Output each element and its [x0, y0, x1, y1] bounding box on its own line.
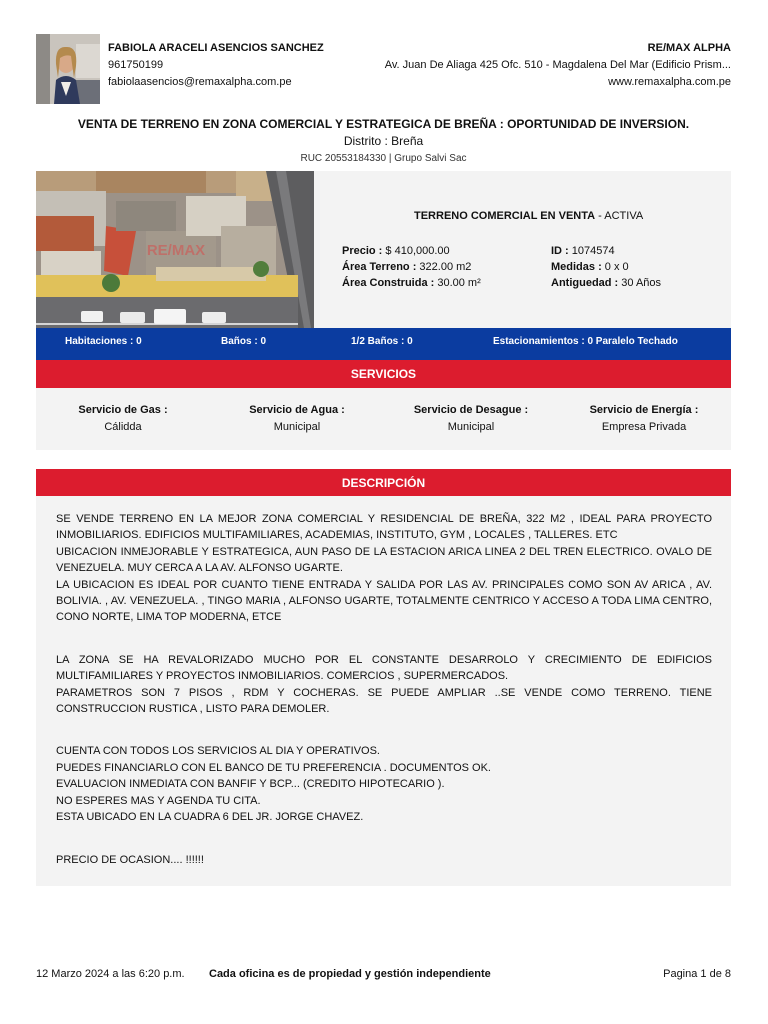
age-value: 30 Años: [618, 277, 662, 289]
office-address: Av. Juan De Aliaga 425 Ofc. 510 - Magdalena Del Mar (Edificio Prism...: [384, 59, 731, 71]
id-row: [551, 243, 661, 259]
office-info: [385, 40, 731, 91]
features-bar: [36, 328, 731, 360]
property-photo: [36, 171, 314, 328]
service-value: Municipal: [447, 421, 495, 433]
land-area-value: 322.00 m2: [416, 261, 472, 273]
listing-district: Distrito : Breña: [343, 134, 424, 148]
photo-watermark: RE/MAX: [146, 242, 206, 259]
independence-note: Cada oficina es de propiedad y gestión independiente: [209, 968, 491, 980]
description-paragraph: ESTA UBICADO EN LA CUADRA 6 DEL JR. JORGE CHAVEZ.: [56, 811, 364, 824]
land-area-row: [342, 259, 481, 275]
service-value: Municipal: [273, 421, 321, 433]
service-label: Servicio de Desague :: [413, 404, 529, 416]
half-baths-count: 1/2 Baños : 0: [351, 336, 413, 347]
property-type: TERRENO COMERCIAL EN VENTA: [414, 210, 596, 222]
service-gas: [36, 402, 210, 436]
age-row: [551, 275, 661, 291]
price-value: $ 410,000.00: [382, 245, 450, 257]
service-drainage: [384, 402, 558, 436]
services-section: [36, 388, 731, 450]
measures-label: Medidas :: [551, 261, 602, 273]
baths-count: Baños : 0: [221, 336, 267, 347]
built-area-row: [342, 275, 481, 291]
description-heading: DESCRIPCIÓN: [36, 469, 731, 497]
agent-name: FABIOLA ARACELI ASENCIOS SANCHEZ: [108, 42, 324, 54]
property-fields-left: [342, 243, 481, 291]
measures-row: [551, 259, 661, 275]
service-label: Servicio de Agua :: [249, 404, 345, 416]
service-label: Servicio de Energía :: [589, 404, 699, 416]
id-label: ID :: [551, 245, 569, 257]
description-paragraph: CUENTA CON TODOS LOS SERVICIOS AL DIA Y OPERATIVOS.: [56, 745, 380, 758]
office-name: RE/MAX ALPHA: [647, 42, 731, 54]
description-paragraph: NO ESPERES MAS Y AGENDA TU CITA.: [56, 794, 261, 807]
listing-summary: [36, 171, 731, 328]
listing-title-block: [36, 117, 731, 166]
property-fields-right: [551, 243, 661, 291]
description-paragraph: PRECIO DE OCASION.... !!!!!!: [56, 853, 204, 866]
parking-count: Estacionamientos : 0 Paralelo Techado: [493, 336, 678, 347]
listing-ruc: RUC 20553184330 | Grupo Salvi Sac: [300, 153, 467, 164]
description-paragraph: SE VENDE TERRENO EN LA MEJOR ZONA COMERCIAL Y RESIDENCIAL DE BREÑA, 322 M2 , IDEAL PARA PROYECTO INMOBILIARIOS. EDIFICIOS MULTIFAMILIARES, ACADEMIAS, INSTITUTO, GYM , LOCALES , TALLERES. ETC: [56, 513, 712, 542]
agent-email[interactable]: fabiolaasencios@remaxalpha.com.pe: [108, 76, 292, 88]
service-energy: [557, 402, 731, 436]
agent-phone[interactable]: 961750199: [108, 59, 164, 71]
description-section: [36, 496, 731, 886]
land-area-label: Área Terreno :: [342, 261, 417, 273]
service-value: Cálidda: [104, 421, 142, 433]
description-paragraph: PUEDES FINANCIARLO CON EL BANCO DE TU PREFERENCIA . DOCUMENTOS OK.: [56, 761, 491, 774]
service-label: Servicio de Gas :: [78, 404, 168, 416]
price-row: [342, 243, 481, 259]
description-paragraph: LA UBICACION ES IDEAL POR CUANTO TIENE ENTRADA Y SALIDA POR LAS AV. PRINCIPALES COMO SON AV ARICA , AV. BOLIVIA. , AV. VENEZUELA. , TINGO MARIA , ALFONSO UGARTE, TOTALMENTE CENTRICO Y ACCESO A TODA LIMA CENTRO, CONO NORTE, LIMA TOP MODERNA, ETCE: [56, 578, 712, 624]
measures-value: 0 x 0: [601, 261, 629, 273]
listing-status: - ACTIVA: [595, 210, 644, 222]
office-website[interactable]: www.remaxalpha.com.pe: [608, 76, 731, 88]
agent-info: [108, 40, 324, 91]
description-paragraph: EVALUACION INMEDIATA CON BANFIF Y BCP... (CREDITO HIPOTECARIO ).: [56, 778, 445, 791]
listing-header: [36, 34, 731, 104]
listing-title: VENTA DE TERRENO EN ZONA COMERCIAL Y ESTRATEGICA DE BREÑA : OPORTUNIDAD DE INVERSION.: [77, 117, 690, 131]
service-value: Empresa Privada: [601, 421, 687, 433]
print-date: 12 Marzo 2024 a las 6:20 p.m.: [36, 968, 185, 980]
agent-avatar: [36, 34, 100, 104]
services-heading: SERVICIOS: [36, 360, 731, 388]
price-label: Precio :: [342, 245, 383, 257]
property-status: [414, 210, 643, 222]
rooms-count: Habitaciones : 0: [65, 336, 142, 347]
page-number: Pagina 1 de 8: [663, 968, 731, 980]
description-paragraph: PARAMETROS SON 7 PISOS , RDM Y COCHERAS. SE PUEDE AMPLIAR ..SE VENDE COMO TERRENO. TIENE CONSTRUCCION RUSTICA , LISTO PARA DEMOLER.: [56, 686, 712, 716]
service-water: [210, 402, 384, 436]
description-paragraph: UBICACION INMEJORABLE Y ESTRATEGICA, AUN PASO DE LA ESTACION ARICA LINEA 2 DEL TREN ELECTRICO. OVALO DE VENEZUELA. MUY CERCA A LA AV. ALFONSO UGARTE.: [56, 545, 712, 575]
age-label: Antiguedad :: [551, 277, 619, 289]
id-value: 1074574: [568, 245, 615, 257]
description-paragraph: LA ZONA SE HA REVALORIZADO MUCHO POR EL CONSTANTE DESARROLO Y CRECIMIENTO DE EDIFICIOS MULTIFAMILIARES Y PROYECTOS INMOBILIARIOS. COMERCIOS , SUPERMERCADOS.: [56, 653, 712, 683]
built-area-label: Área Construida :: [342, 277, 435, 289]
built-area-value: 30.00 m²: [434, 277, 481, 289]
